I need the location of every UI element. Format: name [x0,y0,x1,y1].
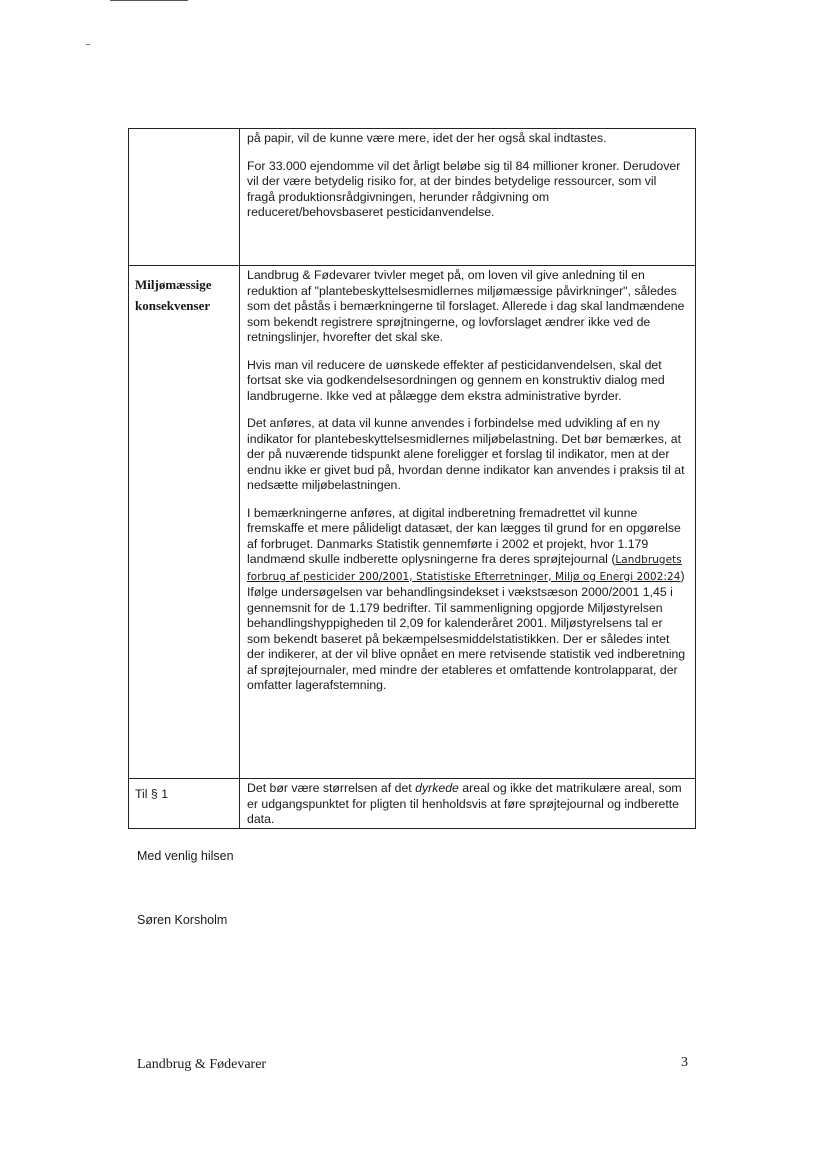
paragraph: Hvis man vil reducere de uønskede effekter af pesticidanvendelsen, skal det fortsat ske via godkendelsesordningen og gennem en konstruktiv dialog med landbrugerne. Ikke ved at pålægge dem ekstra administrative byrder. [247,357,665,403]
emphasis-text: dyrkede [415,781,459,795]
footer-organization: Landbrug & Fødevarer [137,1057,267,1072]
row-label-miljo: Miljømæssige konsekvenser [129,266,240,779]
row-text [240,779,696,829]
text-segment: ) Ifølge undersøgelsen var behandlingsindekset i vækstsæson 2000/2001 1,45 i gennemsnit for de 1.179 bedrifter. Til sammenligning opgjorde Miljøstyrelsen behandlingshyppigheden til 2,09 for kalenderåret 2001. Miljøstyrelsens tal er som bekendt baseret på bekæmpelsesmiddelstatistikken. Der er således intet der indikerer, at der vil blive opnået en mere retvisende statistik ved indberetning af sprøjtejournaler, med mindre der etableres et omfattende kontrolapparat, der omfatter lagerafstemning. [247,568,686,692]
row-label-paragraf: Til § 1 [129,779,240,829]
row-text [240,129,696,266]
text-segment: areal og ikke det matrikulære areal, som er udgangspunktet for pligten til henholdsvis at føre sprøjtejournal og indberette data. [247,781,682,826]
paragraph: Landbrug & Fødevarer tvivler meget på, om loven vil give anledning til en reduktion af "plantebeskyttelsesmidlernes miljømæssige påvirkninger", således som det påstås i bemærkningerne til forslaget. Allerede i dag skal landmændene som bekendt registrere sprøjtningerne, og lovforslaget ændrer ikke ved de retningslinjer, hvorefter det skal ske. [247,268,685,344]
consultation-table [128,128,696,829]
paragraph [247,506,687,694]
text-segment: Det bør være størrelsen af det [247,781,416,795]
page-number: 3 [681,1055,688,1070]
reference-link[interactable]: Landbrugets forbrug af pesticider 200/2001, Statistiske Efterretninger, Miljø og Energi 2002:24 [247,554,682,583]
row-text [240,266,696,779]
table-row [129,266,696,779]
scan-artifact-line [110,0,188,1]
closing-text: Med venlig hilsen [137,849,234,863]
scan-artifact-dot [86,44,90,45]
paragraph: på papir, vil de kunne være mere, idet der her også skal indtastes. [247,131,607,145]
row-label-empty [129,129,240,266]
paragraph: Det anføres, at data vil kunne anvendes i forbindelse med udvikling af en ny indikator for plantebeskyttelsesmidlernes miljøbelastning. Det bør bemærkes, at der på nuværende tidspunkt alene foreligger et forslag til indikator, men at der endnu ikke er givet bud på, hvordan denne indikator kan anvendes i praksis til at nedsætte miljøbelastningen. [247,416,685,492]
signature-name: Søren Korsholm [137,913,228,927]
table-row [129,129,696,266]
table-row [129,779,696,829]
paragraph: For 33.000 ejendomme vil det årligt beløbe sig til 84 millioner kroner. Derudover vil der være betydelig risiko for, at der bindes betydelige ressourcer, som vil fragå produktionsrådgivningen, herunder rådgivning om reduceret/behovsbaseret pesticidanvendelse. [247,158,681,219]
text-segment: I bemærkningerne anføres, at digital indberetning fremadrettet vil kunne fremskaffe et mere pålideligt datasæt, der kan lægges til grund for en opgørelse af forbruget. Danmarks Statistik gennemførte i 2002 et projekt, hvor 1.179 landmænd skulle indberette oplysningerne fra deres sprøjtejournal ( [247,505,681,566]
